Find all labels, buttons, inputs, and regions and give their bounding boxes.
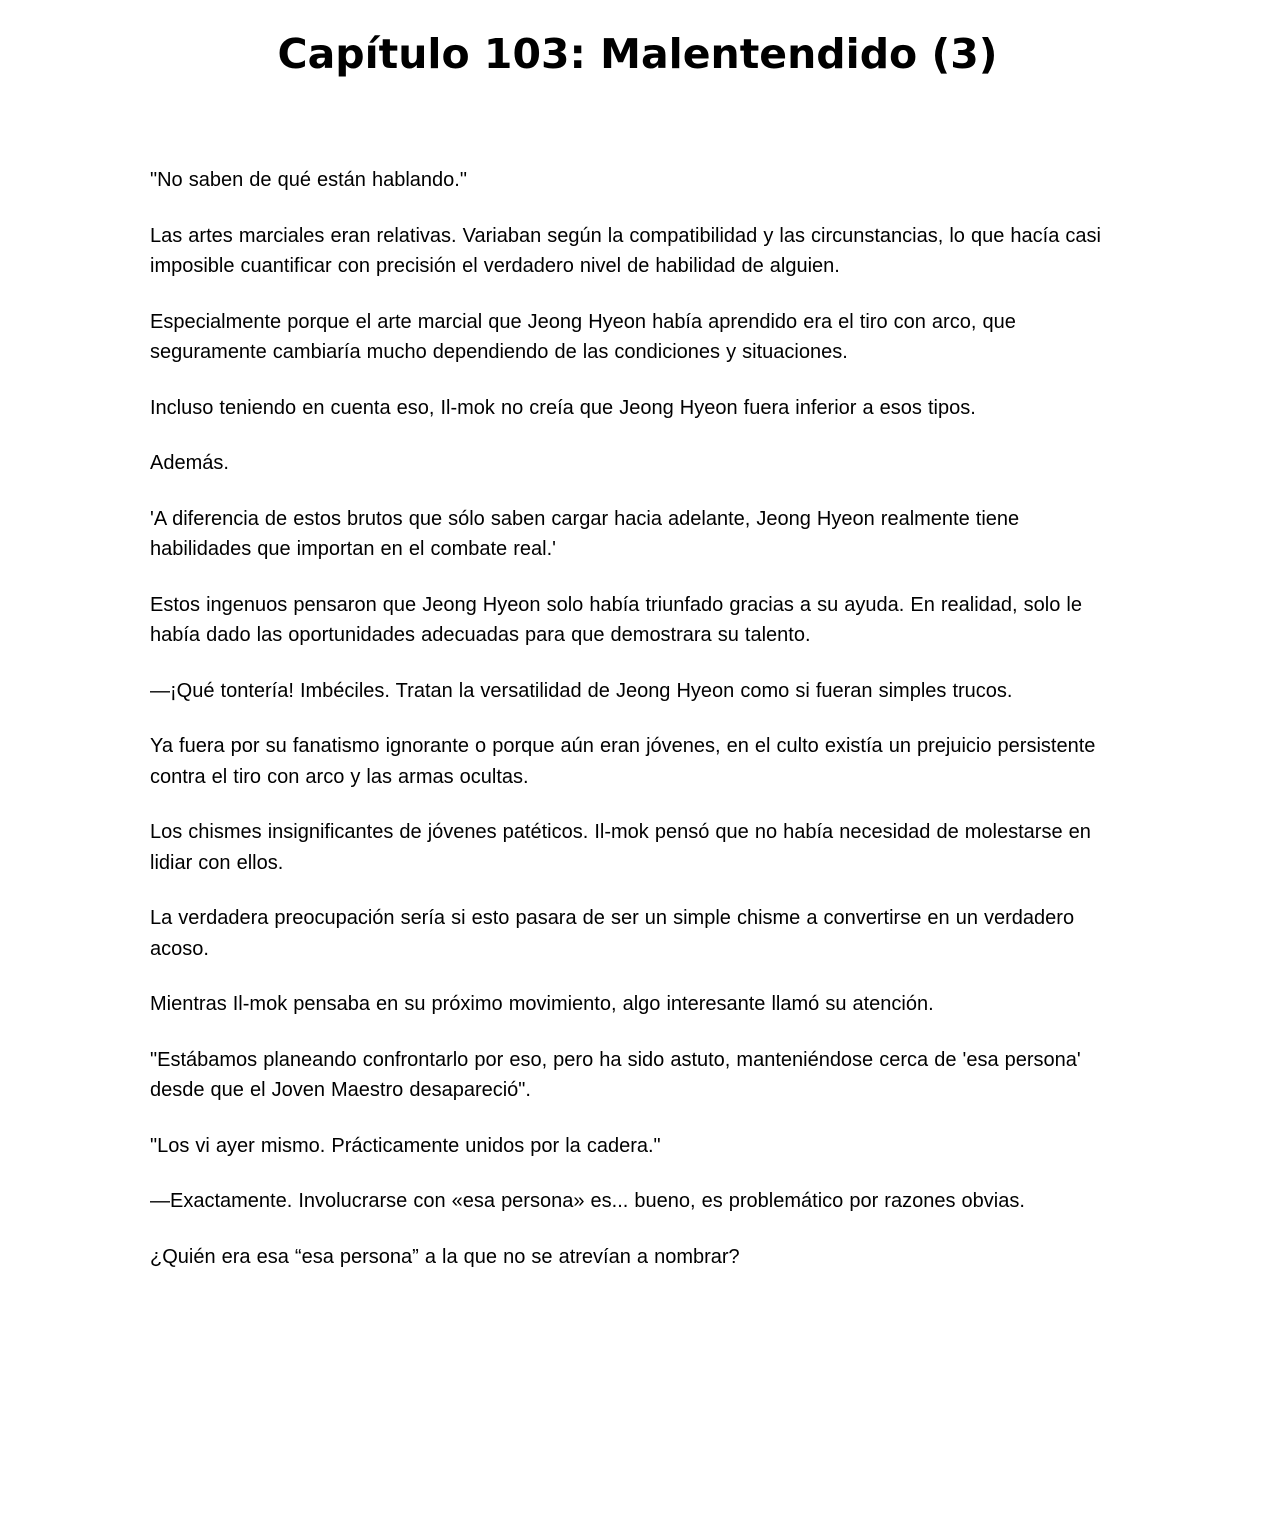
paragraph: "Los vi ayer mismo. Prácticamente unidos por la cadera." [150, 1134, 661, 1157]
paragraph: Estos ingenuos pensaron que Jeong Hyeon solo había triunfado gracias a su ayuda. En realidad, solo le había dado las oportunidades adecuadas para que demostrara su talento. [150, 593, 1082, 646]
chapter-body [150, 165, 1125, 1297]
paragraph: Incluso teniendo en cuenta eso, Il-mok no creía que Jeong Hyeon fuera inferior a esos tipos. [150, 396, 976, 419]
chapter-title: Capítulo 103: Malentendido (3) [277, 30, 998, 78]
paragraph: Mientras Il-mok pensaba en su próximo movimiento, algo interesante llamó su atención. [150, 993, 934, 1015]
paragraph: ¿Quién era esa “esa persona” a la que no se atrevían a nombrar? [150, 1245, 740, 1268]
paragraph: —¡Qué tontería! Imbéciles. Tratan la versatilidad de Jeong Hyeon como si fueran simples trucos. [150, 679, 1013, 702]
paragraph: Las artes marciales eran relativas. Variaban según la compatibilidad y las circunstancias, lo que hacía casi imposible cuantificar con precisión el verdadero nivel de habilidad de alguien. [150, 224, 1101, 277]
paragraph: Los chismes insignificantes de jóvenes patéticos. Il-mok pensó que no había necesidad de molestarse en lidiar con ellos. [150, 821, 1091, 874]
paragraph: 'A diferencia de estos brutos que sólo saben cargar hacia adelante, Jeong Hyeon realmente tiene habilidades que importan en el combate real.' [150, 507, 1020, 560]
paragraph: Especialmente porque el arte marcial que Jeong Hyeon había aprendido era el tiro con arco, que seguramente cambiaría mucho dependiendo de las condiciones y situaciones. [150, 310, 1016, 363]
paragraph: —Exactamente. Involucrarse con «esa persona» es... bueno, es problemático por razones obvias. [150, 1190, 1025, 1212]
paragraph: Ya fuera por su fanatismo ignorante o porque aún eran jóvenes, en el culto existía un prejuicio persistente contra el tiro con arco y las armas ocultas. [150, 735, 1096, 788]
paragraph: La verdadera preocupación sería si esto pasara de ser un simple chisme a convertirse en un verdadero acoso. [150, 907, 1075, 960]
paragraph: "Estábamos planeando confrontarlo por eso, pero ha sido astuto, manteniéndose cerca de 'esa persona' desde que el Joven Maestro desapareció". [150, 1048, 1081, 1101]
paragraph: Además. [150, 452, 229, 474]
paragraph: "No saben de qué están hablando." [150, 169, 467, 191]
